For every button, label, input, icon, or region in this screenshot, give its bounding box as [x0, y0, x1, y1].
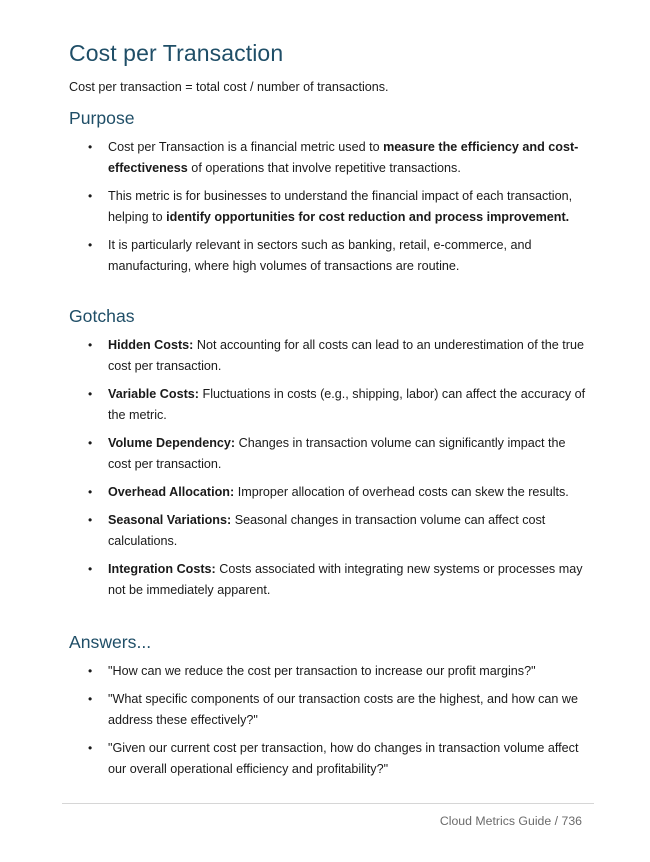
- list-item: • Hidden Costs: Not accounting for all costs can lead to an underestimation of the true cost per transaction.: [0, 335, 590, 377]
- gotchas-heading: Gotchas: [69, 306, 135, 326]
- list-item: • Cost per Transaction is a financial metric used to measure the efficiency and cost-effectiveness of operations that involve repetitive transactions.: [0, 137, 590, 179]
- list-item: • Variable Costs: Fluctuations in costs (e.g., shipping, labor) can affect the accuracy of the metric.: [0, 384, 590, 426]
- footer-divider: [62, 803, 594, 804]
- bullet: •: [88, 189, 93, 203]
- bullet: •: [88, 238, 93, 252]
- purpose-heading: Purpose: [69, 108, 135, 128]
- list-item: • "Given our current cost per transaction, how do changes in transaction volume affect our overall operational efficiency and profitability?": [0, 738, 590, 780]
- list-item: • This metric is for businesses to understand the financial impact of each transaction, helping to identify opportunities for cost reduction and process improvement.: [0, 186, 590, 228]
- bullet: •: [88, 692, 93, 706]
- bullet: •: [88, 741, 93, 755]
- gotchas-list: [0, 335, 600, 608]
- answers-list: [0, 661, 600, 787]
- list-item: • Seasonal Variations: Seasonal changes in transaction volume can affect cost calculations.: [0, 510, 590, 552]
- bullet: •: [88, 140, 93, 154]
- bullet: •: [88, 387, 93, 401]
- list-item: • Overhead Allocation: Improper allocation of overhead costs can skew the results.: [0, 482, 590, 503]
- list-item: • Integration Costs: Costs associated with integrating new systems or processes may not be immediately apparent.: [0, 559, 590, 601]
- page-footer: Cloud Metrics Guide / 736: [439, 814, 582, 828]
- purpose-list: [0, 137, 600, 284]
- bullet: •: [88, 664, 93, 678]
- intro-formula: Cost per transaction = total cost / number of transactions.: [69, 80, 389, 94]
- list-item: • Volume Dependency: Changes in transaction volume can significantly impact the cost per transaction.: [0, 433, 590, 475]
- list-item: • "How can we reduce the cost per transaction to increase our profit margins?": [0, 661, 590, 682]
- bullet: •: [88, 436, 93, 450]
- list-item: • It is particularly relevant in sectors such as banking, retail, e-commerce, and manufacturing, where high volumes of transactions are routine.: [0, 235, 590, 277]
- bullet: •: [88, 485, 93, 499]
- page-title: Cost per Transaction: [69, 40, 284, 66]
- bullet: •: [88, 562, 93, 576]
- bullet: •: [88, 338, 93, 352]
- bullet: •: [88, 513, 93, 527]
- list-item: • "What specific components of our transaction costs are the highest, and how can we address these effectively?": [0, 689, 590, 731]
- answers-heading: Answers...: [69, 632, 152, 652]
